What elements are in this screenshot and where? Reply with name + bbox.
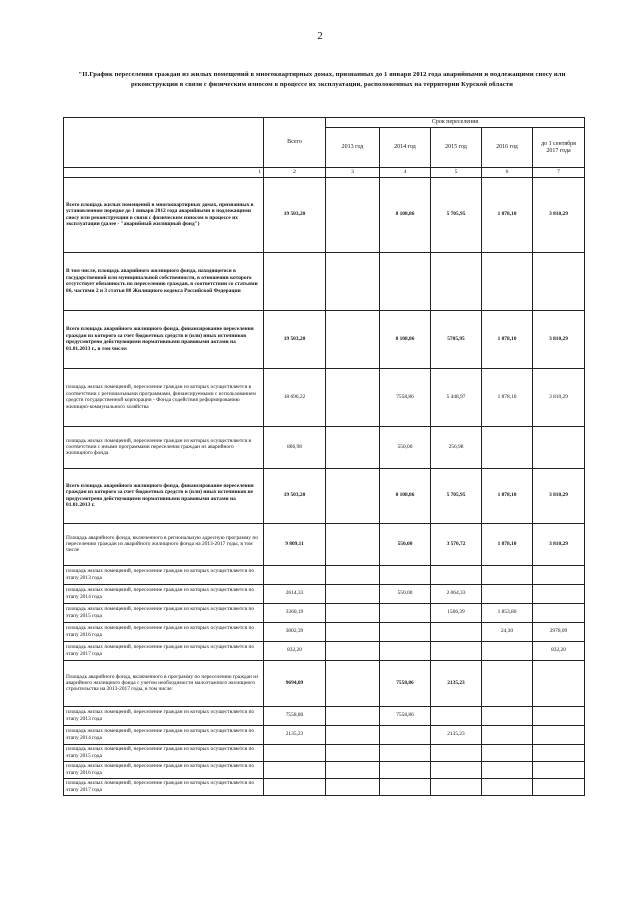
row-value — [326, 426, 380, 468]
document-title: "II.График переселения граждан из жилых помещений в многоквартирных домах, признанных до 1 января 2012 года аварийными и подлежащими сносу или реконструкции в связи с физическим износом в процессе их эксплуатации, расположенных на территории Курской области — [78, 71, 566, 88]
row-value — [326, 252, 380, 310]
column-number: 5 — [431, 168, 482, 178]
row-value: 5705,95 — [431, 310, 482, 368]
row-value — [431, 252, 482, 310]
row-value: 3360,19 — [264, 603, 326, 622]
table-row — [64, 310, 585, 368]
row-value — [326, 523, 380, 565]
row-value: 1 853,80 — [482, 603, 533, 622]
row-label: площадь жилых помещений, переселение граждан из которых осуществляется по этапу 2017 года — [64, 778, 264, 795]
table-row — [64, 641, 585, 660]
row-value: 1 878,10 — [482, 368, 533, 426]
column-number: 4 — [380, 168, 431, 178]
row-value: 19 503,20 — [264, 177, 326, 252]
column-number: 2 — [264, 168, 326, 178]
header-year-2013: 2013 год — [326, 128, 380, 168]
row-value: 256,98 — [431, 426, 482, 468]
row-value — [533, 603, 585, 622]
row-label: площадь жилых помещений, переселение граждан из которых осуществляется по этапу 2015 года — [64, 603, 264, 622]
row-label: площадь жилых помещений, переселение граждан из которых осуществляется по этапу 2017 года — [64, 641, 264, 660]
row-value: 550,00 — [380, 523, 431, 565]
row-label: площадь жилых помещений, переселение граждан из которых осуществляется по этапу 2016 года — [64, 761, 264, 778]
row-value — [482, 641, 533, 660]
row-value: 806,98 — [264, 426, 326, 468]
row-value: 9 809,11 — [264, 523, 326, 565]
row-value: 5 448,97 — [431, 368, 482, 426]
row-label: площадь жилых помещений, переселение граждан из которых осуществляется по этапу 2015 года — [64, 744, 264, 761]
row-value: 2978,09 — [533, 622, 585, 641]
row-value — [431, 641, 482, 660]
row-value — [326, 660, 380, 706]
row-value — [533, 584, 585, 603]
row-value — [326, 641, 380, 660]
column-number: 3 — [326, 168, 380, 178]
row-label: Всего площадь аварийного жилищного фонда, финансирование переселения граждан из которого за счет бюджетных средств и (или) иных источников не предусмотрено действующими нормативными правовыми актами на 01.01.2013 г. — [64, 468, 264, 523]
row-label: площадь жилых помещений, переселение граждан из которых осуществляется в соответствии с региональными программами, финансируемыми с использованием средств государственной корпорации - Фонда содействия реформированию жилищно-коммунального хозяйства — [64, 368, 264, 426]
table-body — [64, 177, 585, 795]
row-label: площадь жилых помещений, переселение граждан из которых осуществляется по этапу 2013 года — [64, 565, 264, 584]
row-value — [380, 725, 431, 744]
row-value: 2 064,33 — [431, 584, 482, 603]
table-row — [64, 706, 585, 725]
row-value — [533, 252, 585, 310]
row-value: 3 810,29 — [533, 523, 585, 565]
row-value — [264, 252, 326, 310]
row-value — [326, 778, 380, 795]
row-value: 1 878,10 — [482, 523, 533, 565]
row-value: 550,00 — [380, 584, 431, 603]
row-value: 3002,39 — [264, 622, 326, 641]
table-row — [64, 468, 585, 523]
row-value — [431, 622, 482, 641]
row-value: 3 570,72 — [431, 523, 482, 565]
row-value — [533, 706, 585, 725]
row-value — [264, 778, 326, 795]
row-value — [326, 468, 380, 523]
row-label: площадь жилых помещений, переселение граждан из которых осуществляется по этапу 2014 года — [64, 584, 264, 603]
header-year-2015: 2015 год — [431, 128, 482, 168]
table-row — [64, 584, 585, 603]
row-value — [380, 641, 431, 660]
row-label: В том числе, площадь аварийного жилищного фонда, находящегося в государственной или муниципальной собственности, в отношении которого отсутствует обязанность по переселению граждан, в соответствии со статьями 86, частями 2 и 3 статьи 88 Жилищного кодекса Российской Федерации — [64, 252, 264, 310]
row-value — [264, 744, 326, 761]
resettlement-table — [63, 117, 585, 796]
row-value: 832,20 — [533, 641, 585, 660]
row-value: 7558,86 — [264, 706, 326, 725]
row-value — [533, 565, 585, 584]
header-period: Срок переселения — [326, 118, 585, 128]
row-value — [533, 744, 585, 761]
row-value: 2135,23 — [431, 660, 482, 706]
row-value — [482, 584, 533, 603]
header-year-2016: 2016 год — [482, 128, 533, 168]
row-value: 7558,86 — [380, 368, 431, 426]
row-value — [326, 706, 380, 725]
table-row — [64, 523, 585, 565]
table-row — [64, 177, 585, 252]
row-label: Всего площадь жилых помещений в многоквартирных домах, признанных в установленном порядке до 1 января 2012 года аварийными и подлежащими сносу или реконструкции в связи с физическим износом в процессе их эксплуатации (далее - "аварийный жилищный фонд") — [64, 177, 264, 252]
table-row — [64, 603, 585, 622]
table-row — [64, 725, 585, 744]
row-value: 832,20 — [264, 641, 326, 660]
row-value: 3 810,29 — [533, 177, 585, 252]
row-value — [482, 725, 533, 744]
row-value — [431, 565, 482, 584]
row-label: Площадь аварийного фонда, включенного в программу по переселению граждан из аварийного жилищного фонда с учетом необходимости малоэтажного жилищного строительства на 2013-2017 годы, в том числе: — [64, 660, 264, 706]
row-label: площадь жилых помещений, переселение граждан из которых осуществляется в соответствии с иными программами переселения граждан из аварийного жилищного фонда — [64, 426, 264, 468]
column-number: 7 — [533, 168, 585, 178]
row-value: 3 810,29 — [533, 468, 585, 523]
row-label: площадь жилых помещений, переселение граждан из которых осуществляется по этапу 2014 года — [64, 725, 264, 744]
row-value: 1 878,10 — [482, 310, 533, 368]
row-value — [326, 584, 380, 603]
header-empty-cell — [64, 118, 264, 168]
row-value — [380, 622, 431, 641]
row-value — [326, 177, 380, 252]
header-year-2014: 2014 год — [380, 128, 431, 168]
row-value: 1 878,10 — [482, 468, 533, 523]
table-row — [64, 744, 585, 761]
row-value: 1 878,10 — [482, 177, 533, 252]
row-value: 550,00 — [380, 426, 431, 468]
row-value — [482, 761, 533, 778]
table-header — [64, 118, 585, 178]
table-row — [64, 252, 585, 310]
row-value: 19 503,20 — [264, 468, 326, 523]
row-value — [326, 565, 380, 584]
row-value — [264, 565, 326, 584]
row-value — [326, 725, 380, 744]
row-label: площадь жилых помещений, переселение граждан из которых осуществляется по этапу 2016 года — [64, 622, 264, 641]
row-value — [482, 252, 533, 310]
row-value — [326, 744, 380, 761]
row-value — [482, 706, 533, 725]
row-value: 5 705,95 — [431, 177, 482, 252]
row-value — [326, 761, 380, 778]
row-value: 7558,86 — [380, 706, 431, 725]
row-value: 8 108,86 — [380, 310, 431, 368]
row-value: 2135,23 — [431, 725, 482, 744]
row-value: 24,30 — [482, 622, 533, 641]
row-label: площадь жилых помещений, переселение граждан из которых осуществляется по этапу 2013 года — [64, 706, 264, 725]
table-row — [64, 426, 585, 468]
row-value — [380, 761, 431, 778]
row-value: 3 810,29 — [533, 368, 585, 426]
header-total: Всего — [264, 118, 326, 168]
table-row — [64, 368, 585, 426]
column-numbers-row — [64, 168, 585, 178]
row-value — [533, 778, 585, 795]
row-value: 8 108,86 — [380, 177, 431, 252]
page-number: 2 — [317, 30, 323, 42]
header-year-2017: до 1 сентября 2017 года — [533, 128, 585, 168]
row-value — [533, 725, 585, 744]
row-value — [533, 660, 585, 706]
row-value: 8 108,86 — [380, 468, 431, 523]
table-row — [64, 565, 585, 584]
row-value — [380, 778, 431, 795]
row-value — [380, 603, 431, 622]
row-value: 7558,86 — [380, 660, 431, 706]
row-value: 18 696,22 — [264, 368, 326, 426]
table-row — [64, 778, 585, 795]
column-number: 6 — [482, 168, 533, 178]
row-value — [326, 622, 380, 641]
table-row — [64, 622, 585, 641]
row-value: 1506,39 — [431, 603, 482, 622]
row-label: Всего площадь аварийного жилищного фонда, финансирование переселения граждан из которого за счет бюджетных средств и (или) иных источников предусмотрено действующими нормативными правовыми актами на 01.01.2013 г., в том числе: — [64, 310, 264, 368]
column-number: 1 — [64, 168, 264, 178]
row-value — [482, 660, 533, 706]
row-value — [380, 744, 431, 761]
row-value — [380, 252, 431, 310]
row-value — [326, 368, 380, 426]
table-row — [64, 761, 585, 778]
row-value — [431, 744, 482, 761]
row-value: 2135,23 — [264, 725, 326, 744]
row-value — [482, 778, 533, 795]
row-value — [326, 603, 380, 622]
table-row — [64, 660, 585, 706]
row-value — [482, 744, 533, 761]
row-value — [326, 310, 380, 368]
row-value — [431, 761, 482, 778]
row-value: 3 810,29 — [533, 310, 585, 368]
row-value: 9694,09 — [264, 660, 326, 706]
row-value — [482, 565, 533, 584]
row-value: 19 503,20 — [264, 310, 326, 368]
row-value — [533, 426, 585, 468]
row-value — [380, 565, 431, 584]
row-value — [533, 761, 585, 778]
row-value — [482, 426, 533, 468]
row-value: 5 705,95 — [431, 468, 482, 523]
row-value — [264, 761, 326, 778]
row-value: 2614,33 — [264, 584, 326, 603]
row-label: Площадь аварийного фонда, включенного в региональную адресную программу по переселению граждан из аварийного жилищного фонда на 2013-2017 годы, в том числе — [64, 523, 264, 565]
row-value — [431, 778, 482, 795]
row-value — [431, 706, 482, 725]
